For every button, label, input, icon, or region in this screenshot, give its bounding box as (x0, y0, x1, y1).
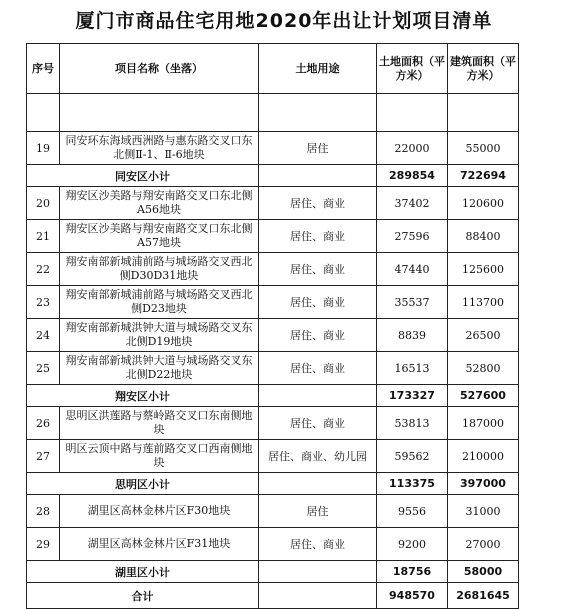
row-usage: 居住、商业 (259, 407, 377, 440)
row-usage-empty (259, 473, 377, 495)
row-building-area: 31000 (448, 495, 519, 528)
row-land-area: 37402 (377, 187, 448, 220)
row-index: 28 (27, 495, 60, 528)
subtotal-row (27, 165, 519, 187)
row-usage: 居住、商业、幼儿园 (259, 440, 377, 473)
row-building-area: 55000 (448, 132, 519, 165)
row-index: 23 (27, 286, 60, 319)
table-row (27, 220, 519, 253)
row-building-area: 26500 (448, 319, 519, 352)
row-index: 20 (27, 187, 60, 220)
row-name: 翔安南部新城洪钟大道与城场路交叉东北侧D19地块 (60, 319, 259, 352)
row-land-area: 18756 (377, 561, 448, 583)
row-name: 明区云顶中路与莲前路交叉口西南侧地块 (60, 440, 259, 473)
row-name: 湖里区高林金林片区F30地块 (60, 495, 259, 528)
row-land-area: 47440 (377, 253, 448, 286)
row-building-area: 2681645 (448, 583, 519, 609)
row-usage-empty (259, 165, 377, 187)
row-building-area: 58000 (448, 561, 519, 583)
row-usage: 居住、商业 (259, 528, 377, 561)
table-row (27, 319, 519, 352)
table-body (27, 94, 519, 609)
land-plan-table (26, 43, 519, 609)
row-building-area: 52800 (448, 352, 519, 385)
row-index: 19 (27, 132, 60, 165)
page-title: 厦门市商品住宅用地2020年出让计划项目清单 (75, 10, 493, 32)
table-row (27, 495, 519, 528)
row-land-area: 35537 (377, 286, 448, 319)
row-land-area: 16513 (377, 352, 448, 385)
row-name: 翔安区沙美路与翔安南路交叉口东北侧A56地块 (60, 187, 259, 220)
row-building-area: 125600 (448, 253, 519, 286)
row-name: 同安环东海域西洲路与惠东路交叉口东北侧Ⅱ-1、Ⅱ-6地块 (60, 132, 259, 165)
row-name: 翔安南部新城洪钟大道与城场路交叉东北侧D22地块 (60, 352, 259, 385)
row-label: 思明区小计 (27, 473, 259, 495)
table-row (27, 132, 519, 165)
table-row (27, 286, 519, 319)
row-usage: 居住、商业 (259, 286, 377, 319)
header-name: 项目名称（坐落） (60, 44, 259, 94)
row-index: 27 (27, 440, 60, 473)
row-building-area: 187000 (448, 407, 519, 440)
row-land-area: 173327 (377, 385, 448, 407)
row-index: 21 (27, 220, 60, 253)
header-land-area: 土地面积（平方米） (377, 44, 448, 94)
row-land-area: 948570 (377, 583, 448, 609)
table-row (27, 407, 519, 440)
row-usage: 居住、商业 (259, 253, 377, 286)
row-land-area: 8839 (377, 319, 448, 352)
row-index: 29 (27, 528, 60, 561)
row-land-area: 289854 (377, 165, 448, 187)
row-usage-empty (259, 385, 377, 407)
row-usage-empty (259, 561, 377, 583)
row-building-area: 113700 (448, 286, 519, 319)
row-index: 22 (27, 253, 60, 286)
row-land-area: 113375 (377, 473, 448, 495)
table-header-row (27, 44, 519, 94)
row-label: 同安区小计 (27, 165, 259, 187)
row-building-area: 527600 (448, 385, 519, 407)
subtotal-row (27, 561, 519, 583)
subtotal-row (27, 473, 519, 495)
row-name: 翔安区沙美路与翔安南路交叉口东北侧A57地块 (60, 220, 259, 253)
table-row (27, 440, 519, 473)
row-name: 湖里区高林金林片区F31地块 (60, 528, 259, 561)
row-building-area: 120600 (448, 187, 519, 220)
row-building-area: 722694 (448, 165, 519, 187)
row-land-area: 22000 (377, 132, 448, 165)
row-usage: 居住、商业 (259, 319, 377, 352)
row-land-area: 59562 (377, 440, 448, 473)
subtotal-row (27, 385, 519, 407)
table-row (27, 253, 519, 286)
row-name: 翔安南部新城浦前路与城场路交叉西北侧D23地块 (60, 286, 259, 319)
row-index: 26 (27, 407, 60, 440)
table-row (27, 352, 519, 385)
row-land-area: 9200 (377, 528, 448, 561)
header-building-area: 建筑面积（平方米） (448, 44, 519, 94)
header-index: 序号 (27, 44, 60, 94)
row-land-area: 27596 (377, 220, 448, 253)
row-index: 24 (27, 319, 60, 352)
row-name: 翔安南部新城浦前路与城场路交叉西北侧D30D31地块 (60, 253, 259, 286)
row-index: 25 (27, 352, 60, 385)
table-row (27, 187, 519, 220)
row-label: 翔安区小计 (27, 385, 259, 407)
row-usage: 居住、商业 (259, 220, 377, 253)
row-usage-empty (259, 583, 377, 609)
row-building-area: 88400 (448, 220, 519, 253)
row-building-area: 397000 (448, 473, 519, 495)
row-land-area: 9556 (377, 495, 448, 528)
row-usage: 居住、商业 (259, 187, 377, 220)
row-usage: 居住 (259, 495, 377, 528)
row-usage: 居住 (259, 132, 377, 165)
table-gap-row (27, 94, 519, 132)
row-label: 合计 (27, 583, 259, 609)
total-row (27, 583, 519, 609)
row-name: 思明区洪莲路与蔡岭路交叉口东南侧地块 (60, 407, 259, 440)
row-label: 湖里区小计 (27, 561, 259, 583)
header-usage: 土地用途 (259, 44, 377, 94)
row-building-area: 210000 (448, 440, 519, 473)
row-building-area: 27000 (448, 528, 519, 561)
row-land-area: 53813 (377, 407, 448, 440)
row-usage: 居住、商业 (259, 352, 377, 385)
table-row (27, 528, 519, 561)
